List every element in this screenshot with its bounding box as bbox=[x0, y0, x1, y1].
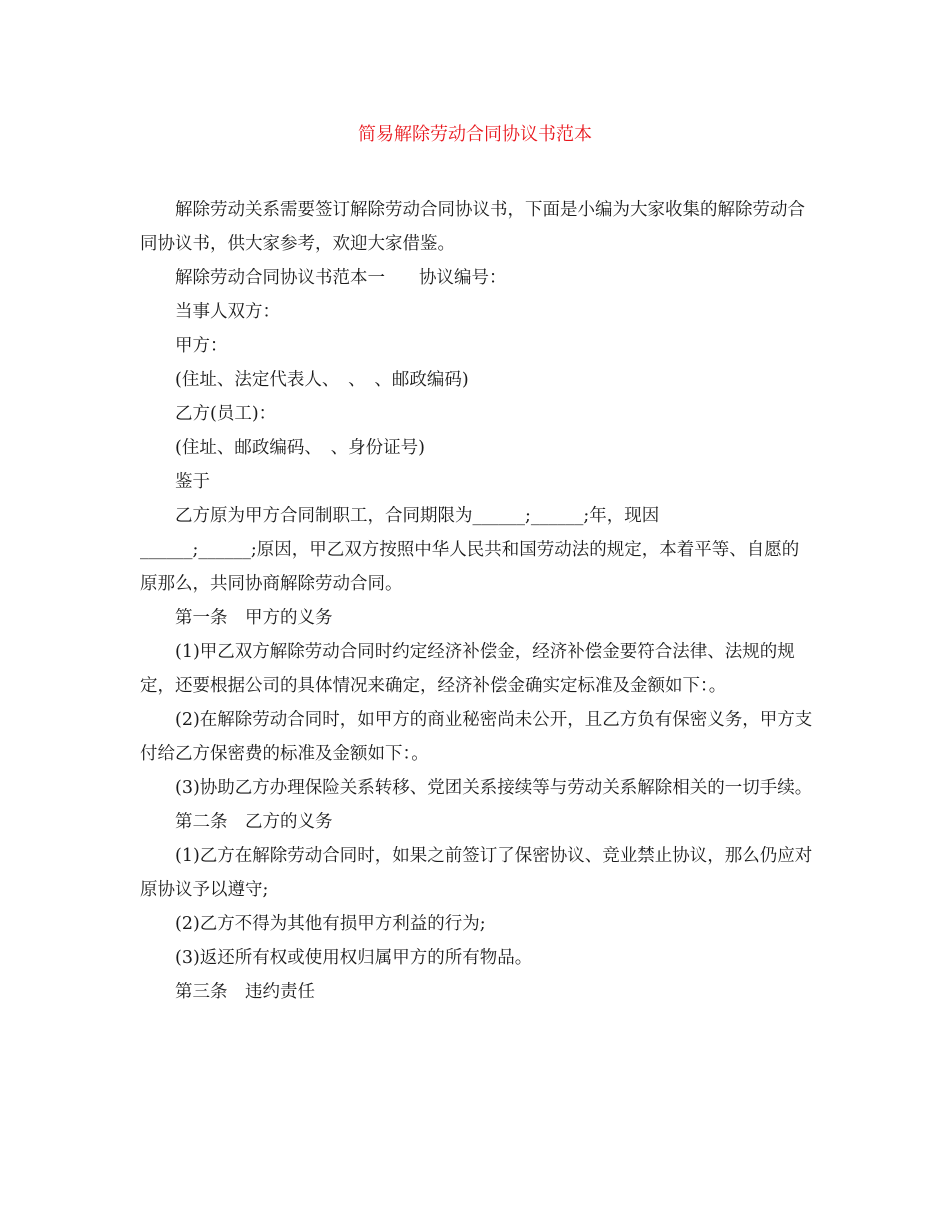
recital-line-1: 乙方原为甲方合同制职工，合同期限为______;______;年，现因 bbox=[175, 506, 660, 526]
party-b-details: (住址、邮政编码、 、身份证号) bbox=[175, 438, 425, 458]
document-title: 简易解除劳动合同协议书范本 bbox=[358, 124, 592, 145]
article-1-item-2: (2)在解除劳动合同时，如甲方的商业秘密尚未公开，且乙方负有保密义务，甲方支付给乙方保密费的标准及金额如下：。 bbox=[140, 710, 813, 764]
sample-heading: 解除劳动合同协议书范本一 bbox=[175, 268, 385, 288]
document-body bbox=[140, 193, 815, 1009]
article-2-item-2: (2)乙方不得为其他有损甲方利益的行为; bbox=[175, 914, 486, 934]
intro-paragraph: 解除劳动关系需要签订解除劳动合同协议书，下面是小编为大家收集的解除劳动合同协议书，供大家参考，欢迎大家借鉴。 bbox=[140, 200, 805, 254]
article-3-heading: 第三条 违约责任 bbox=[175, 982, 315, 1002]
parties-label: 当事人双方： bbox=[175, 302, 280, 322]
party-b-label: 乙方(员工)： bbox=[175, 404, 277, 424]
agreement-number-label: 协议编号： bbox=[419, 268, 507, 288]
party-a-details: (住址、法定代表人、 、 、邮政编码) bbox=[175, 370, 469, 390]
article-2-heading: 第二条 乙方的义务 bbox=[175, 812, 333, 832]
article-1-item-1: (1)甲乙双方解除劳动合同时约定经济补偿金，经济补偿金要符合法律、法规的规定，还要根据公司的具体情况来确定，经济补偿金确实定标准及金额如下：。 bbox=[140, 642, 795, 696]
article-1-heading: 第一条 甲方的义务 bbox=[175, 608, 333, 628]
whereas-label: 鉴于 bbox=[175, 472, 210, 492]
sample-heading-line bbox=[140, 261, 815, 295]
article-2-item-1: (1)乙方在解除劳动合同时，如果之前签订了保密协议、竞业禁止协议，那么仍应对原协议予以遵守; bbox=[140, 846, 813, 900]
article-2-item-3: (3)返还所有权或使用权归属甲方的所有物品。 bbox=[175, 948, 533, 968]
article-1-item-3: (3)协助乙方办理保险关系转移、党团关系接续等与劳动关系解除相关的一切手续。 bbox=[175, 778, 813, 798]
recital-line-2: ______;______;原因，甲乙双方按照中华人民共和国劳动法的规定，本着平等、自愿的原那么，共同协商解除劳动合同。 bbox=[140, 540, 800, 594]
party-a-label: 甲方： bbox=[175, 336, 228, 356]
